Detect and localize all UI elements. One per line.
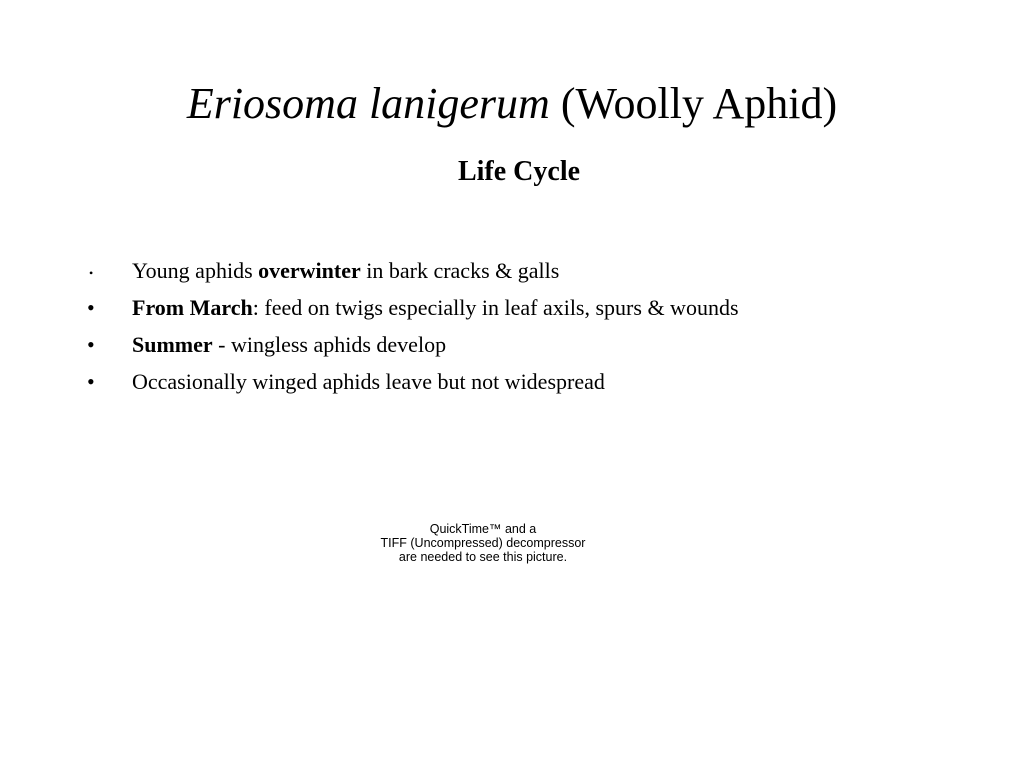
bullet-marker: • [87,295,95,320]
bullet-text: Summer - wingless aphids develop [132,332,447,357]
slide-title [0,76,1024,132]
bullet-marker: • [89,266,94,280]
missing-image-placeholder [340,522,626,564]
title-common-name: (Woolly Aphid) [560,79,838,128]
bullet-marker: • [87,369,95,394]
bullet-text: From March: feed on twigs especially in leaf axils, spurs & wounds [132,295,739,320]
placeholder-line-1: QuickTime™ and a [429,522,537,536]
slide-subtitle: Life Cycle [457,156,581,187]
placeholder-line-3: are needed to see this picture. [398,550,568,564]
bullet-text: Young aphids overwinter in bark cracks & galls [132,258,560,283]
bullet-marker: • [87,332,95,357]
placeholder-line-2: TIFF (Uncompressed) decompressor [380,536,586,550]
bullet-text: Occasionally winged aphids leave but not widespread [132,369,605,394]
title-scientific-name: Eriosoma lanigerum [186,79,550,128]
